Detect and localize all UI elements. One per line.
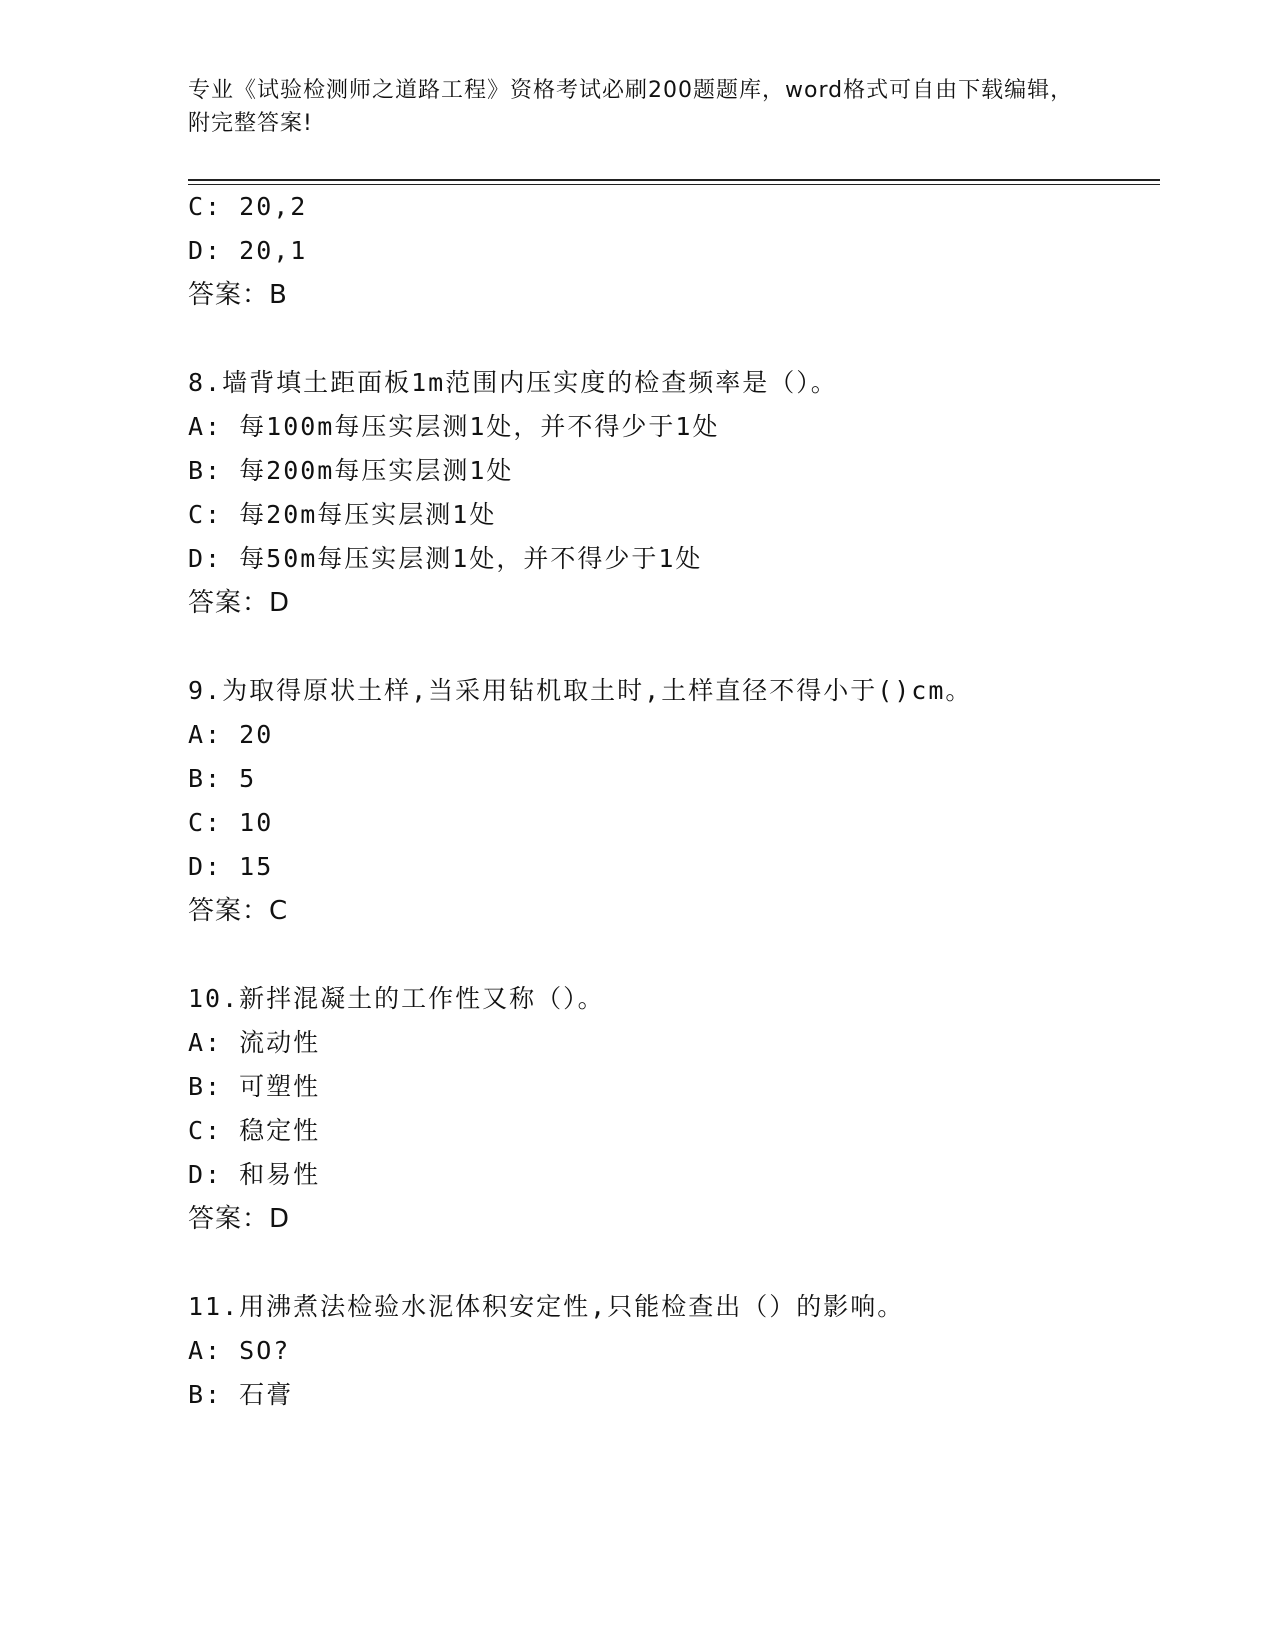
question-stem: 10.新拌混凝土的工作性又称（）。	[188, 984, 605, 1013]
answer-line: 答案：C	[188, 896, 289, 926]
option-a: A: 20	[188, 720, 274, 749]
option-b: B: 石膏	[188, 1380, 294, 1409]
option-b: B: 可塑性	[188, 1072, 321, 1101]
option-b: B: 5	[188, 764, 257, 793]
option-c: C: 20,2	[188, 192, 308, 221]
option-a: A: 每100m每压实层测1处，并不得少于1处	[188, 412, 720, 441]
answer-line: 答案：D	[188, 1204, 291, 1234]
question-stem: 8.墙背填土距面板1m范围内压实度的检查频率是（）。	[188, 368, 838, 397]
answer-line: 答案：D	[188, 588, 291, 618]
option-b: B: 每200m每压实层测1处	[188, 456, 514, 485]
option-c: C: 每20m每压实层测1处	[188, 500, 497, 529]
option-a: A: 流动性	[188, 1028, 321, 1057]
option-c: C: 10	[188, 808, 274, 837]
option-d: D: 每50m每压实层测1处，并不得少于1处	[188, 544, 703, 573]
option-d: D: 20,1	[188, 236, 308, 265]
header-divider-thin	[188, 184, 1160, 185]
option-c: C: 稳定性	[188, 1116, 321, 1145]
document-header: 专业《试验检测师之道路工程》资格考试必刷200题题库，word格式可自由下载编辑，附完整答案!	[188, 78, 1074, 136]
option-d: D: 和易性	[188, 1160, 321, 1189]
question-stem: 11.用沸煮法检验水泥体积安定性,只能检查出（）的影响。	[188, 1292, 905, 1321]
answer-line: 答案：B	[188, 280, 288, 310]
question-stem: 9.为取得原状土样,当采用钻机取土时,土样直径不得小于()cm。	[188, 676, 973, 705]
header-divider	[188, 179, 1160, 181]
option-a: A: SO?	[188, 1336, 291, 1365]
option-d: D: 15	[188, 852, 274, 881]
